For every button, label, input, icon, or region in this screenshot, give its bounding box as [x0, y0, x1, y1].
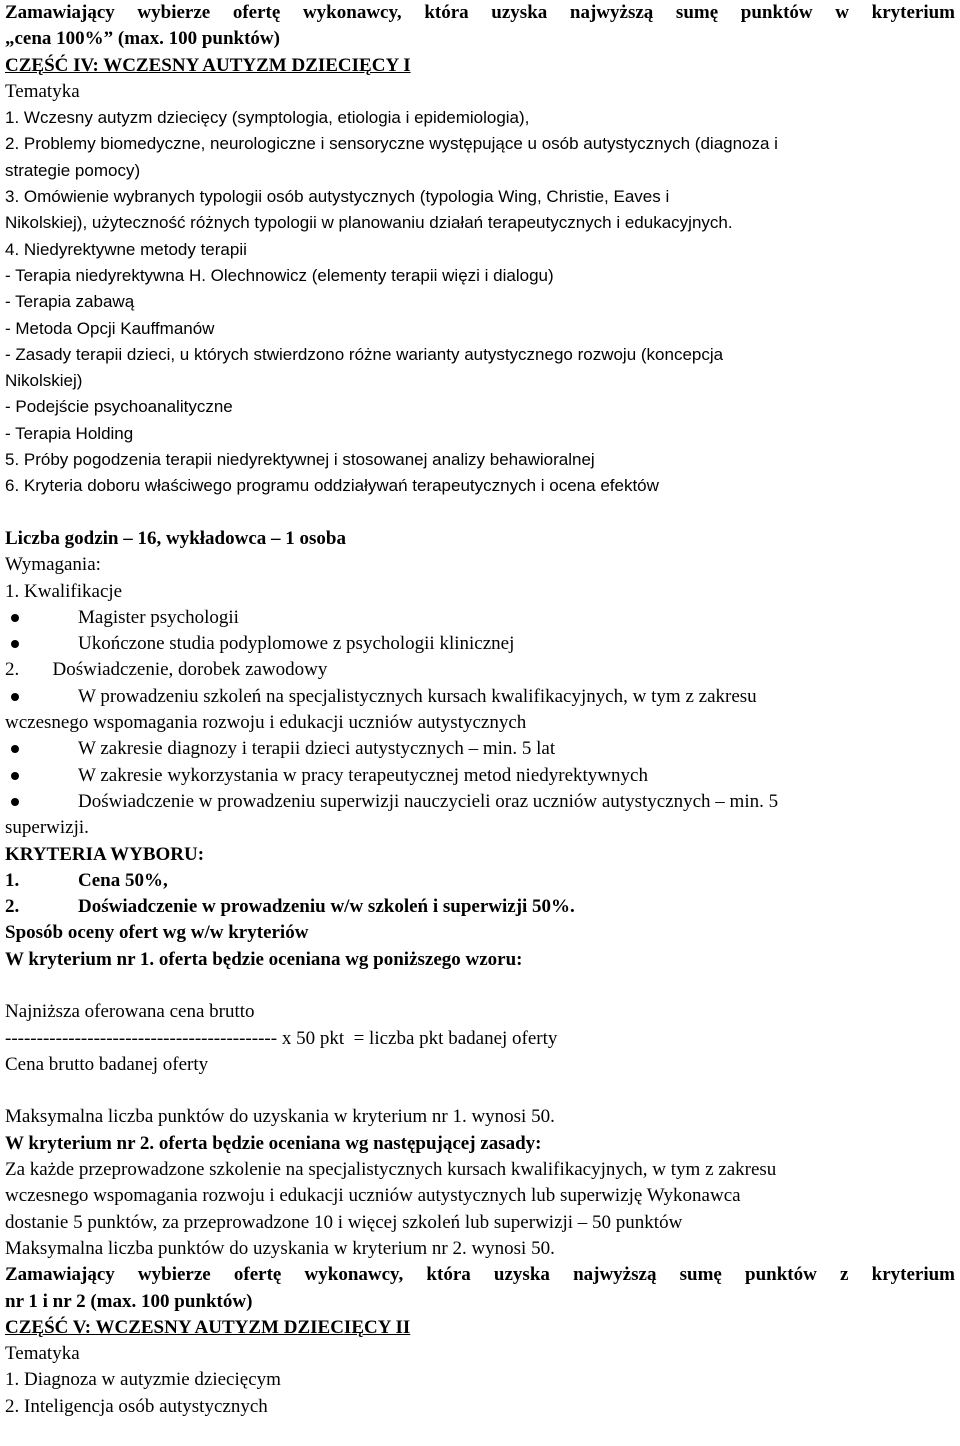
bullet-dot-icon	[11, 798, 19, 806]
formula-denominator: Cena brutto badanej oferty	[5, 1053, 209, 1075]
criterion-2-rule-line2: wczesnego wspomagania rozwoju i edukacji uczniów autystycznych lub superwizję Wykonawca	[5, 1185, 741, 1207]
spacer	[5, 973, 955, 999]
evaluation-method-heading: Sposób oceny ofert wg w/w kryteriów	[5, 922, 309, 944]
method-6: - Terapia Holding	[5, 423, 134, 443]
bullet-dot-icon	[11, 745, 19, 753]
topic-5: 5. Próby pogodzenia terapii niedyrektywnej i stosowanej analizy behawioralnej	[5, 450, 595, 470]
topic-3-line2: Nikolskiej), użyteczność różnych typologii w planowaniu działań terapeutycznych i edukacyjnych.	[5, 213, 733, 233]
award-statement-2-line2: nr 1 i nr 2 (max. 100 punktów)	[5, 1290, 253, 1312]
section-heading-part4: CZĘŚĆ IV: WCZESNY AUTYZM DZIECIĘCY I	[5, 54, 411, 76]
method-4-line2: Nikolskiej)	[5, 371, 83, 391]
bullet-item	[5, 736, 955, 762]
criterion-1-rule-heading: W kryterium nr 1. oferta będzie oceniana wg poniższego wzoru:	[5, 948, 523, 970]
spacer	[5, 500, 955, 526]
bullet-text: Ukończone studia podyplomowe z psychologii klinicznej	[78, 633, 515, 655]
criterion-number: 1.	[5, 869, 20, 891]
criterion-1	[5, 868, 955, 894]
bullet-continuation: superwizji.	[5, 817, 89, 839]
topic-1: 1. Wczesny autyzm dziecięcy (symptologia, etiologia i epidemiologia),	[5, 108, 530, 128]
topic-3-line1: 3. Omówienie wybranych typologii osób autystycznych (typologia Wing, Christie, Eaves i	[5, 187, 670, 207]
max-points-criterion-1: Maksymalna liczba punktów do uzyskania w kryterium nr 1. wynosi 50.	[5, 1106, 555, 1128]
method-2: - Terapia zabawą	[5, 292, 135, 312]
bullet-text: W prowadzeniu szkoleń na specjalistycznych kursach kwalifikacyjnych, w tym z zakresu	[78, 685, 757, 707]
criterion-number: 2.	[5, 896, 20, 918]
bullet-text: Doświadczenie w prowadzeniu superwizji nauczycieli oraz uczniów autystycznych – min. 5	[78, 790, 779, 812]
award-statement-line1: Zamawiający wybierze ofertę wykonawcy, która uzyska najwyższą sumę punktów w kryterium	[5, 2, 955, 23]
spacer	[5, 1078, 955, 1104]
method-4-line1: - Zasady terapii dzieci, u których stwierdzono różne warianty autystycznego rozwoju (koncepcja	[5, 344, 724, 364]
hours-line: Liczba godzin – 16, wykładowca – 1 osoba	[5, 527, 346, 549]
topic-2: 2. Inteligencja osób autystycznych	[5, 1395, 268, 1417]
bullet-dot-icon	[11, 640, 19, 648]
criterion-text: Cena 50%,	[78, 869, 168, 891]
topic-2-line1: 2. Problemy biomedyczne, neurologiczne i sensoryczne występujące u osób autystycznych (diagnoza i	[5, 134, 778, 154]
experience-heading: 2. Doświadczenie, dorobek zawodowy	[5, 659, 328, 681]
bullet-dot-icon	[11, 772, 19, 780]
award-statement-2-line1: Zamawiający wybierze ofertę wykonawcy, która uzyska najwyższą sumę punktów z kryterium	[5, 1264, 955, 1286]
bullet-dot-icon	[11, 614, 19, 622]
award-statement-line2: „cena 100%” (max. 100 punktów)	[5, 28, 280, 50]
formula-fraction-line: ------------------------------------------- x 50 pkt = liczba pkt badanej oferty	[5, 1027, 558, 1049]
bullet-dot-icon	[11, 693, 19, 701]
max-points-criterion-2: Maksymalna liczba punktów do uzyskania w kryterium nr 2. wynosi 50.	[5, 1237, 555, 1259]
bullet-text: Magister psychologii	[78, 606, 239, 628]
bullet-item	[5, 631, 955, 657]
tematyka-label: Tematyka	[5, 80, 80, 102]
criterion-2-rule-line1: Za każde przeprowadzone szkolenie na specjalistycznych kursach kwalifikacyjnych, w tym z zakresu	[5, 1159, 777, 1181]
bullet-item	[5, 605, 955, 631]
qualifications-heading: 1. Kwalifikacje	[5, 580, 123, 602]
criterion-text: Doświadczenie w prowadzeniu w/w szkoleń i superwizji 50%.	[78, 896, 575, 918]
bullet-item	[5, 763, 955, 789]
bullet-text: W zakresie diagnozy i terapii dzieci autystycznych – min. 5 lat	[78, 738, 556, 760]
criterion-2	[5, 894, 955, 920]
method-3: - Metoda Opcji Kauffmanów	[5, 318, 215, 338]
topic-6: 6. Kryteria doboru właściwego programu oddziaływań terapeutycznych i ocena efektów	[5, 476, 659, 496]
topic-1: 1. Diagnoza w autyzmie dziecięcym	[5, 1369, 281, 1391]
criterion-2-rule-line3: dostanie 5 punktów, za przeprowadzone 10 i więcej szkoleń lub superwizji – 50 punktów	[5, 1211, 683, 1233]
bullet-continuation: wczesnego wspomagania rozwoju i edukacji uczniów autystycznych	[5, 712, 527, 734]
formula-numerator: Najniższa oferowana cena brutto	[5, 1001, 255, 1023]
requirements-label: Wymagania:	[5, 554, 101, 576]
tematyka-label: Tematyka	[5, 1343, 80, 1365]
method-1: - Terapia niedyrektywna H. Olechnowicz (elementy terapii więzi i dialogu)	[5, 265, 554, 285]
criteria-heading: KRYTERIA WYBORU:	[5, 843, 205, 865]
criterion-2-rule-heading: W kryterium nr 2. oferta będzie oceniana wg następującej zasady:	[5, 1132, 542, 1154]
section-heading-part5: CZĘŚĆ V: WCZESNY AUTYZM DZIECIĘCY II	[5, 1316, 411, 1338]
bullet-item	[5, 684, 955, 710]
topic-4: 4. Niedyrektywne metody terapii	[5, 239, 247, 259]
topic-2-line2: strategie pomocy)	[5, 160, 141, 180]
bullet-item	[5, 789, 955, 815]
method-5: - Podejście psychoanalityczne	[5, 397, 233, 417]
bullet-text: W zakresie wykorzystania w pracy terapeutycznej metod niedyrektywnych	[78, 764, 648, 786]
